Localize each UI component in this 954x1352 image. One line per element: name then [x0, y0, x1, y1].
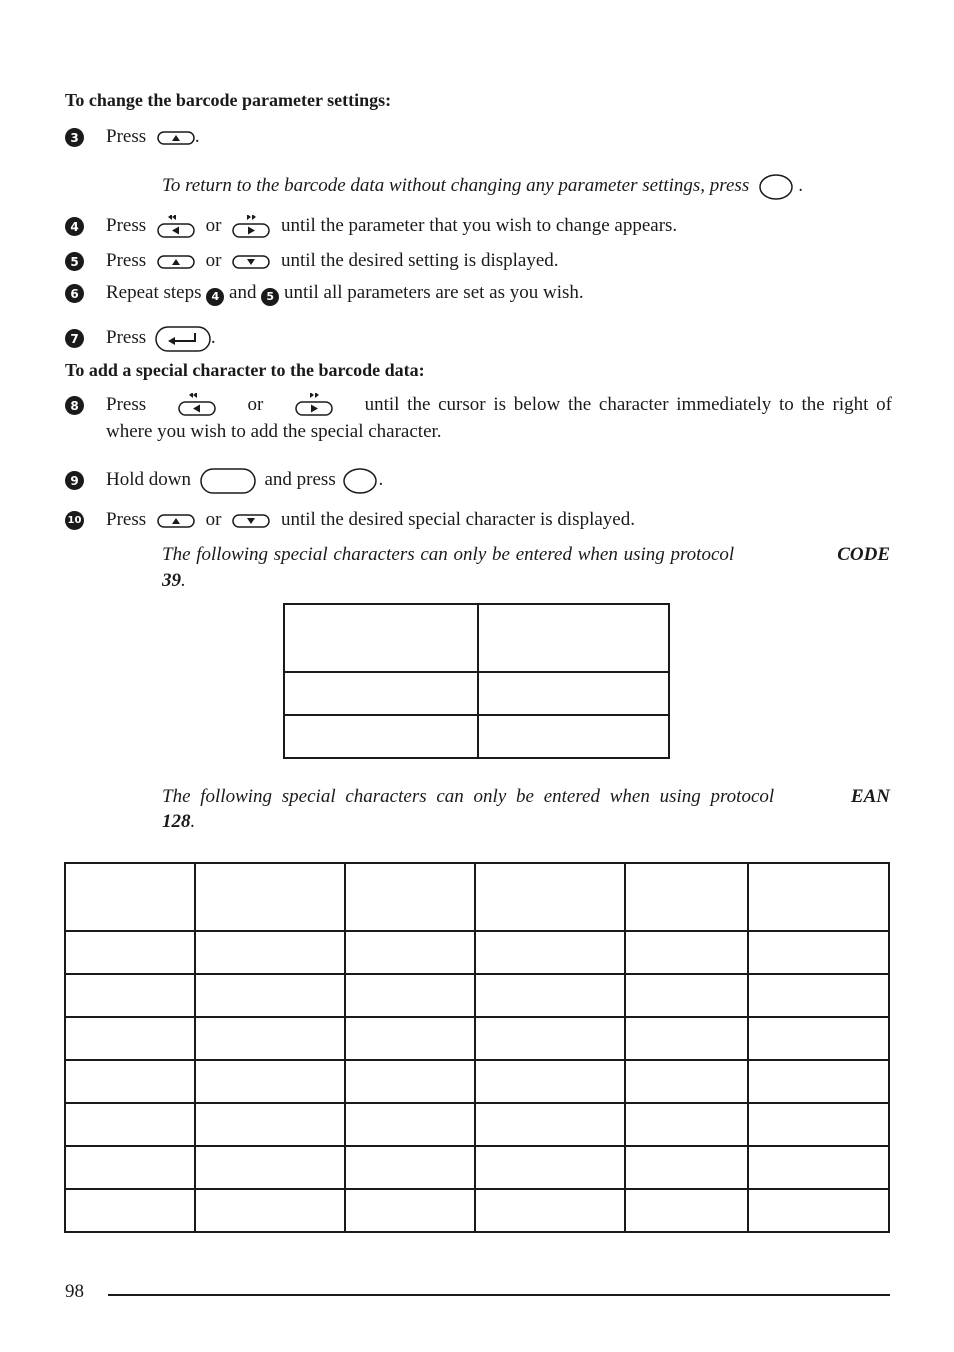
- table-cell: [748, 1146, 889, 1189]
- cursor-up-key-icon: [157, 255, 195, 269]
- table-cell: [478, 672, 669, 715]
- table-cell: [748, 1017, 889, 1060]
- table-cell: [195, 1103, 345, 1146]
- table-cell: [748, 1103, 889, 1146]
- table-cell: [65, 931, 195, 974]
- ean128-note-line-2: [162, 808, 195, 835]
- table-cell: [625, 1060, 748, 1103]
- table-cell: [195, 1146, 345, 1189]
- inline-step-number-5: 5: [261, 288, 279, 306]
- table-cell: [65, 1189, 195, 1232]
- press-label: Press: [106, 126, 147, 147]
- table-cell: [478, 604, 669, 672]
- step-number-5: 5: [65, 252, 84, 271]
- table-row: [65, 863, 889, 931]
- page-number: 98: [65, 1281, 84, 1302]
- table-cell: [625, 863, 748, 931]
- step-3-note: [162, 172, 803, 201]
- section-heading-change-parameters: To change the barcode parameter settings:: [65, 90, 392, 110]
- table-cell: [345, 1189, 475, 1232]
- period: .: [181, 570, 186, 591]
- table-row: [65, 931, 889, 974]
- step-7-text: [106, 324, 216, 352]
- table-cell: [65, 1103, 195, 1146]
- table-cell: [195, 863, 345, 931]
- table-cell: [345, 931, 475, 974]
- table-cell: [748, 863, 889, 931]
- code39-note-text: The following special characters can only be entered when using protocol: [162, 544, 735, 565]
- code39-note-line-1: [162, 541, 890, 568]
- step-3-text: [106, 123, 200, 150]
- or-label: or: [205, 509, 222, 530]
- table-row: [65, 1017, 889, 1060]
- step-8-rest: until the cursor is below the character immediately to the right of: [364, 394, 892, 415]
- step-8-line-2: where you wish to add the special character.: [106, 421, 442, 442]
- step-number-6: 6: [65, 284, 84, 303]
- table-cell: [475, 974, 625, 1017]
- ean128-note-line-1: [162, 783, 890, 810]
- table-cell: [478, 715, 669, 758]
- code39-protocol-word-1: CODE: [837, 544, 890, 565]
- or-label: or: [205, 250, 222, 271]
- press-label: Press: [106, 509, 147, 530]
- table-row: [65, 1146, 889, 1189]
- table-cell: [748, 1189, 889, 1232]
- table-cell: [625, 1146, 748, 1189]
- press-label: Press: [106, 215, 147, 236]
- or-label: or: [247, 394, 264, 415]
- step-9-text: [106, 466, 383, 495]
- table-row: [284, 672, 669, 715]
- cursor-up-key-icon: [157, 131, 195, 145]
- table-cell: [195, 1017, 345, 1060]
- section-heading-add-special-character: To add a special character to the barcode data:: [65, 360, 425, 380]
- inline-step-number-4: 4: [206, 288, 224, 306]
- table-cell: [475, 931, 625, 974]
- table-cell: [195, 1060, 345, 1103]
- cursor-down-key-icon: [232, 255, 270, 269]
- table-cell: [284, 715, 478, 758]
- table-cell: [475, 863, 625, 931]
- code39-protocol-word-2: 39: [162, 570, 181, 591]
- table-cell: [625, 931, 748, 974]
- code39-special-characters-table: [283, 603, 670, 759]
- table-cell: [65, 1017, 195, 1060]
- table-row: [65, 1103, 889, 1146]
- cursor-up-key-icon: [157, 514, 195, 528]
- press-label: Press: [106, 250, 147, 271]
- step-number-9: 9: [65, 471, 84, 490]
- round-key-icon: [758, 173, 794, 201]
- ean128-note-text: The following special characters can only be entered when using protocol: [162, 786, 775, 807]
- table-cell: [345, 1146, 475, 1189]
- table-cell: [625, 1189, 748, 1232]
- step-4-rest: until the parameter that you wish to change appears.: [280, 215, 678, 236]
- table-cell: [65, 1060, 195, 1103]
- step-number-4: 4: [65, 217, 84, 236]
- step-6-text: [106, 279, 584, 306]
- table-cell: [284, 604, 478, 672]
- table-row: [284, 604, 669, 672]
- table-cell: [748, 931, 889, 974]
- table-cell: [284, 672, 478, 715]
- table-cell: [195, 974, 345, 1017]
- cursor-right-key-icon: [295, 393, 333, 417]
- press-label: Press: [106, 394, 147, 415]
- table-cell: [625, 1103, 748, 1146]
- step-number-7: 7: [65, 329, 84, 348]
- period: .: [194, 126, 200, 147]
- footer-rule: [108, 1294, 890, 1296]
- step-10-text: [106, 506, 635, 533]
- table-cell: [748, 1060, 889, 1103]
- table-cell: [195, 931, 345, 974]
- table-cell: [65, 1146, 195, 1189]
- code39-note-line-2: [162, 567, 186, 594]
- table-cell: [748, 974, 889, 1017]
- step-6-prefix: Repeat steps: [106, 282, 202, 303]
- cursor-left-key-icon: [157, 215, 195, 239]
- cursor-down-key-icon: [232, 514, 270, 528]
- table-cell: [65, 974, 195, 1017]
- table-cell: [345, 863, 475, 931]
- table-cell: [625, 1017, 748, 1060]
- table-cell: [345, 1060, 475, 1103]
- table-cell: [345, 1017, 475, 1060]
- ean128-protocol-word-1: EAN: [850, 786, 890, 807]
- step-number-10: 10: [65, 511, 84, 530]
- step-number-3: 3: [65, 128, 84, 147]
- table-cell: [475, 1189, 625, 1232]
- period: .: [798, 175, 804, 196]
- table-row: [65, 1060, 889, 1103]
- enter-key-icon: [155, 326, 211, 352]
- step-5-text: [106, 247, 559, 274]
- and-press-label: and press: [264, 469, 336, 490]
- or-label: or: [205, 215, 222, 236]
- table-cell: [625, 974, 748, 1017]
- cursor-left-key-icon: [178, 393, 216, 417]
- period: .: [190, 811, 196, 832]
- wide-key-icon: [200, 468, 256, 494]
- and-label: and: [229, 282, 257, 303]
- table-cell: [195, 1189, 345, 1232]
- table-row: [65, 974, 889, 1017]
- note-text: To return to the barcode data without changing any parameter settings, press: [162, 175, 750, 196]
- table-row: [284, 715, 669, 758]
- table-cell: [475, 1146, 625, 1189]
- step-5-rest: until the desired setting is displayed.: [280, 250, 559, 271]
- table-cell: [345, 974, 475, 1017]
- round-key-icon: [342, 467, 378, 495]
- step-4-text: [106, 212, 677, 239]
- table-cell: [475, 1103, 625, 1146]
- press-label: Press: [106, 327, 147, 348]
- cursor-right-key-icon: [232, 215, 270, 239]
- table-cell: [475, 1017, 625, 1060]
- hold-down-label: Hold down: [106, 469, 191, 490]
- table-cell: [345, 1103, 475, 1146]
- step-6-rest: until all parameters are set as you wish.: [283, 282, 584, 303]
- step-8-line-1: [106, 391, 892, 418]
- table-cell: [65, 863, 195, 931]
- ean128-special-characters-table: [64, 862, 890, 1233]
- step-number-8: 8: [65, 396, 84, 415]
- period: .: [210, 327, 216, 348]
- step-10-rest: until the desired special character is displayed.: [280, 509, 635, 530]
- table-row: [65, 1189, 889, 1232]
- ean128-protocol-word-2: 128: [162, 811, 191, 832]
- period: .: [378, 469, 384, 490]
- table-cell: [475, 1060, 625, 1103]
